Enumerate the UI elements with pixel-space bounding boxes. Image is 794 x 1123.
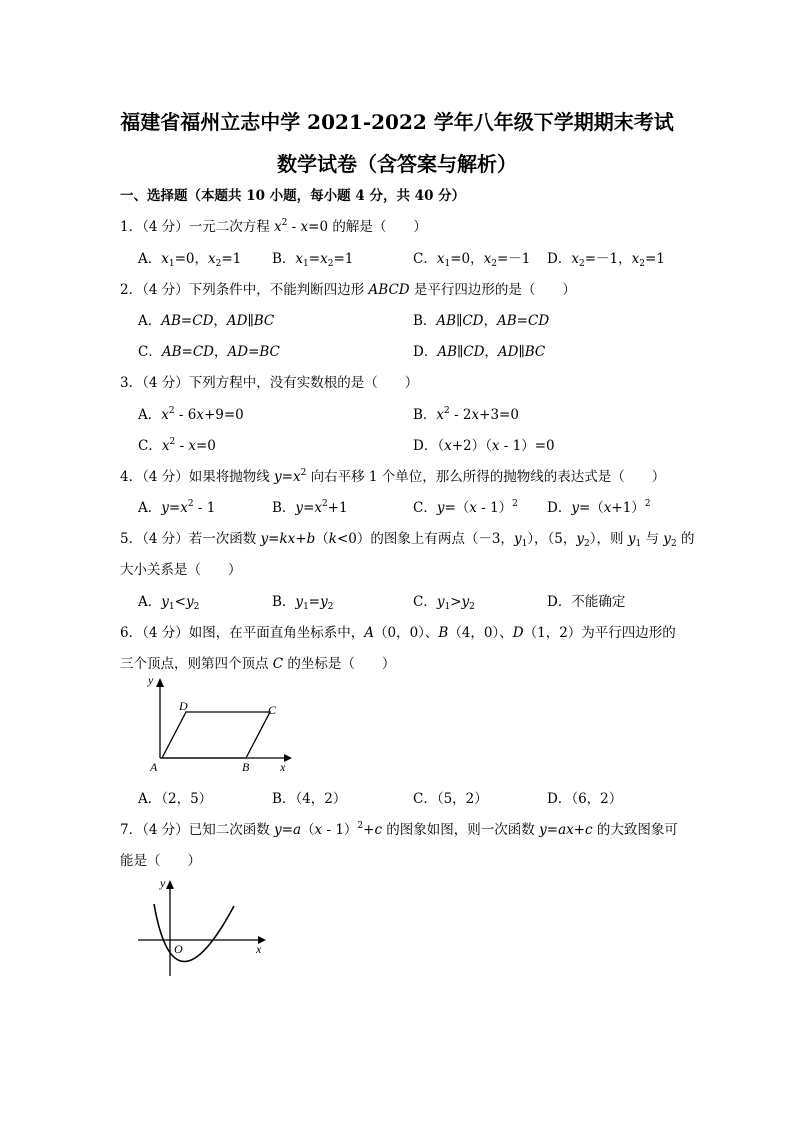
q2-option-a: A．AB=CD，AD∥BC bbox=[138, 313, 275, 329]
q5-option-a: A．$y_1<y_2$ bbox=[138, 594, 200, 612]
label-a: A bbox=[150, 760, 158, 774]
label-c: C bbox=[268, 703, 277, 717]
q7-stem-cont: 能是（ ） bbox=[120, 853, 201, 869]
exam-title: 福建省福州立志中学 2021-2022 学年八年级下学期期末考试 bbox=[120, 110, 674, 134]
q3-option-a: A．$x^2 - 6x+9=0$ bbox=[138, 406, 244, 423]
q7-stem: 已知二次函数 y=a（x - 1）$^2$+c 的图象如图，则一次函数 y=ax+c 的大致图象可 bbox=[188, 821, 678, 838]
label-x: x bbox=[280, 760, 286, 774]
label-b: B bbox=[242, 760, 250, 774]
q6-option-a: A．（2，5） bbox=[138, 791, 213, 807]
q6-option-b: B．（4，2） bbox=[272, 791, 347, 807]
q2-option-c: C．AB=CD，AD=BC bbox=[138, 344, 280, 360]
q5-option-d: D．不能确定 bbox=[547, 594, 626, 610]
question-4: 4．（4 分）如果将抛物线 $y=x^2$ 向右平移 1 个单位，那么所得的抛物线的表达式是（ ） bbox=[120, 468, 666, 485]
q1-option-d: D．$x_2=-1$，$x_2=1$ bbox=[547, 251, 665, 269]
q1-option-b: B．$x_1=x_2=1$ bbox=[272, 251, 354, 269]
label-d: D bbox=[179, 699, 188, 713]
q1-option-a: A．$x_1=0$，$x_2=1$ bbox=[138, 251, 242, 269]
q6-stem-cont: 三个顶点，则第四个顶点 C 的坐标是（ ） bbox=[120, 656, 396, 672]
q3-option-c: C．$x^2 - x=0$ bbox=[138, 437, 216, 454]
q5-stem: 若一次函数 y=kx+b（k<0）的图象上有两点（－3，$y_1$），（5，$y_2$），则 $y_1$ 与 $y_2$ 的 bbox=[188, 531, 695, 549]
parabola-curve bbox=[154, 904, 234, 962]
q3-option-b: B．$x^2 - 2x+3=0$ bbox=[413, 406, 519, 423]
q4-option-c: C．y=（x - 1）$^2$ bbox=[413, 499, 518, 516]
q6-stem: 如图，在平面直角坐标系中，A（0，0）、B（4，0）、D（1，2）为平行四边形的 bbox=[188, 625, 676, 641]
section-heading: 一、选择题（本题共 10 小题，每小题 4 分，共 40 分） bbox=[120, 188, 466, 204]
q5-option-c: C．$y_1>y_2$ bbox=[413, 594, 475, 612]
label-x: x bbox=[256, 942, 262, 956]
exam-subtitle: 数学试卷（含答案与解析） bbox=[277, 152, 517, 176]
q5-option-b: B．$y_1=y_2$ bbox=[272, 594, 334, 612]
q3-option-d: D．（x+2）（x - 1）=0 bbox=[413, 438, 555, 454]
q4-option-d: D．$y=(x+1)^2$ bbox=[547, 499, 651, 516]
label-y: y bbox=[160, 876, 166, 890]
q1-option-c: C．$x_1=0$，$x_2=-1$ bbox=[413, 251, 531, 269]
question-6: 6．（4 分）如图，在平面直角坐标系中，A（0，0）、B（4，0）、D（1，2）为平行四边形的 bbox=[120, 625, 676, 641]
question-2: 2．（4 分）下列条件中，不能判断四边形 ABCD 是平行四边形的是（ ） bbox=[120, 282, 576, 298]
question-7: 7．（4 分）已知二次函数 y=a（x - 1）$^2$+c 的图象如图，则一次函数 y=ax+c 的大致图象可 bbox=[120, 821, 678, 838]
q7-parabola-figure bbox=[134, 872, 274, 982]
q6-option-c: C．（5，2） bbox=[413, 791, 488, 807]
q5-stem-cont: 大小关系是（ ） bbox=[120, 562, 242, 578]
y-axis-arrow bbox=[166, 880, 174, 889]
q3-stem: 下列方程中，没有实数根的是（ ） bbox=[188, 375, 419, 391]
q2-option-b: B．AB∥CD，AB=CD bbox=[413, 313, 550, 329]
question-1: 1．（4 分）一元二次方程 $x^2 - x=0$ 的解是（ ） bbox=[120, 218, 427, 235]
q6-option-d: D．（6，2） bbox=[547, 791, 623, 807]
question-5: 5．（4 分）若一次函数 y=kx+b（k<0）的图象上有两点（－3，$y_1$），（5，$y_2$），则 $y_1$ 与 $y_2$ 的 bbox=[120, 531, 695, 549]
q2-stem: 下列条件中，不能判断四边形 ABCD 是平行四边形的是（ ） bbox=[188, 282, 576, 298]
q4-option-a: A．$y=x^2 - 1$ bbox=[138, 499, 216, 516]
q2-option-d: D．AB∥CD，AD∥BC bbox=[413, 344, 546, 360]
q6-parallelogram-figure bbox=[138, 672, 298, 778]
q1-stem: 一元二次方程 $x^2 - x=0$ 的解是（ ） bbox=[188, 218, 427, 235]
question-3: 3．（4 分）下列方程中，没有实数根的是（ ） bbox=[120, 375, 419, 391]
q4-stem: 如果将抛物线 $y=x^2$ 向右平移 1 个单位，那么所得的抛物线的表达式是（ ） bbox=[188, 468, 666, 485]
label-o: O bbox=[174, 942, 183, 956]
parallelogram-abcd bbox=[162, 712, 270, 758]
label-y: y bbox=[148, 673, 154, 687]
y-axis-arrow bbox=[156, 678, 164, 687]
q4-option-b: B．$y=x^2+1$ bbox=[272, 499, 348, 516]
